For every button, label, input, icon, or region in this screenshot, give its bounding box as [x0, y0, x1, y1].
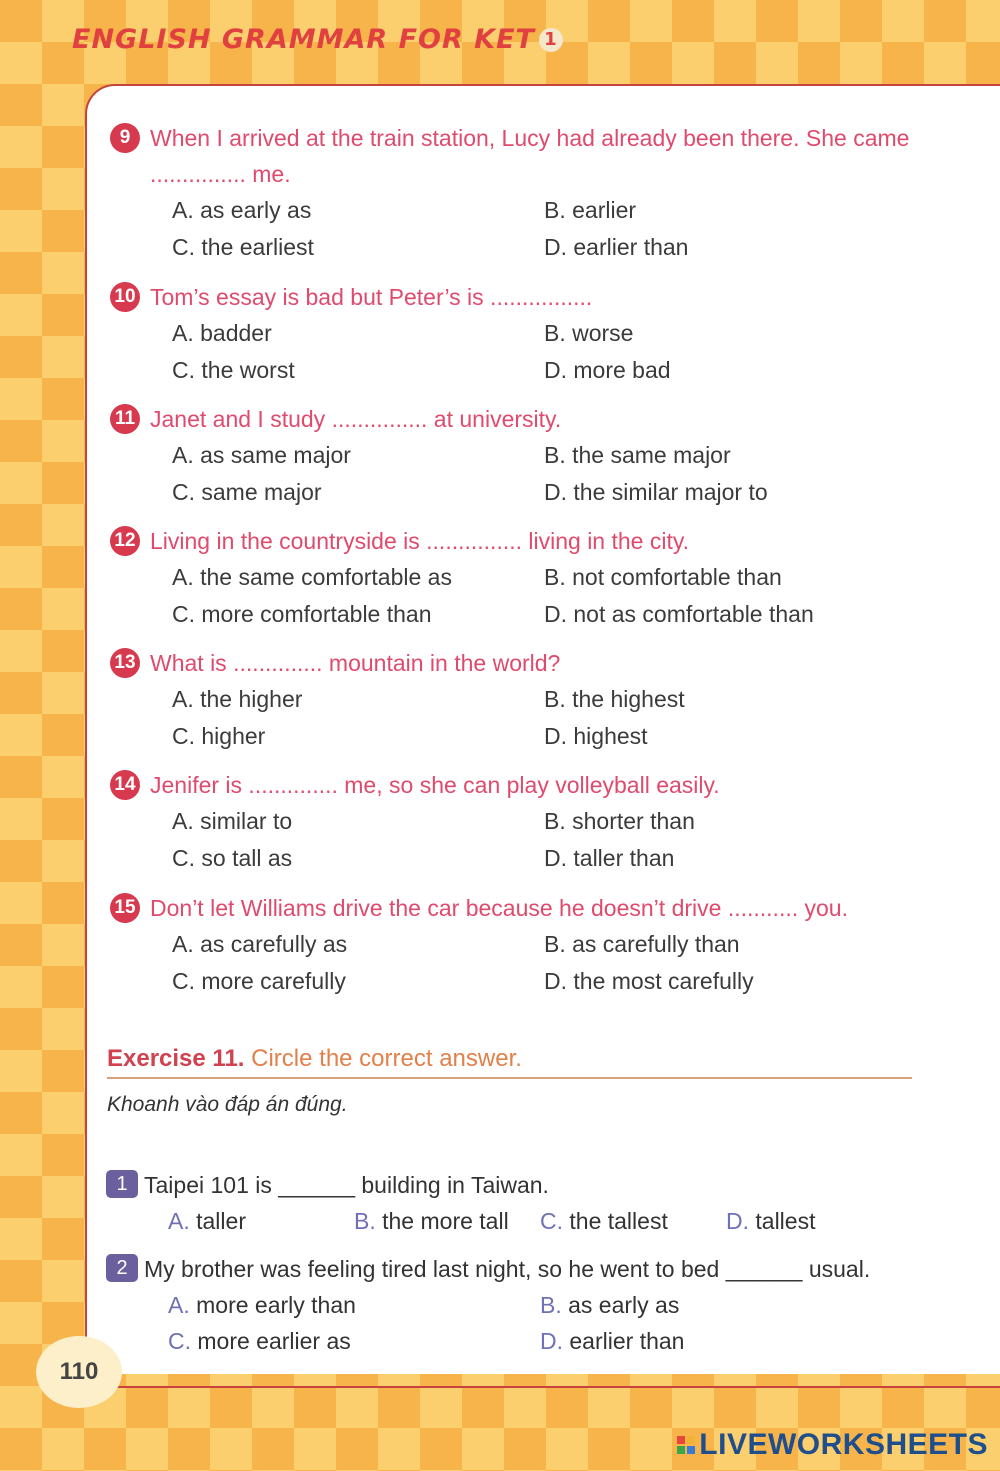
option-c[interactable]: C. more earlier as	[168, 1328, 351, 1354]
option-d[interactable]: D. not as comfortable than	[544, 601, 814, 627]
liveworksheets-icon	[677, 1436, 695, 1454]
volume-badge: 1	[539, 28, 563, 52]
page-number: 110	[36, 1336, 122, 1408]
exercise-subtitle: Khoanh vào đáp án đúng.	[107, 1093, 348, 1116]
option-d[interactable]: D. tallest	[726, 1208, 816, 1234]
option-d[interactable]: D. more bad	[544, 357, 671, 383]
option-b[interactable]: B. the highest	[544, 686, 685, 712]
option-d[interactable]: D. the similar major to	[544, 479, 768, 505]
option-a[interactable]: A. as carefully as	[172, 931, 348, 957]
option-a[interactable]: A. badder	[172, 320, 272, 346]
option-a[interactable]: A. taller	[168, 1208, 246, 1234]
question-text: What is .............. mountain in the world?	[150, 650, 561, 676]
exercise-question-1	[106, 1167, 986, 1239]
footer-divider	[110, 1386, 1000, 1388]
option-b[interactable]: B. the same major	[544, 442, 731, 468]
question-text: Janet and I study ............... at university.	[150, 406, 562, 432]
option-b[interactable]: B. worse	[544, 320, 634, 346]
question-number-badge: 13	[110, 648, 140, 678]
exercise-question-2	[106, 1251, 986, 1359]
question-number-badge: 9	[110, 123, 140, 153]
question-number-badge: 10	[110, 282, 140, 312]
option-d[interactable]: D. earlier than	[540, 1328, 685, 1354]
question-number-badge: 1	[106, 1170, 138, 1198]
exercise-title: Circle the correct answer.	[251, 1045, 522, 1072]
option-a[interactable]: A. as same major	[172, 442, 351, 468]
question-text: Taipei 101 is ______ building in Taiwan.	[144, 1172, 549, 1198]
question-number-badge: 2	[106, 1254, 138, 1282]
option-c[interactable]: C. the tallest	[540, 1208, 668, 1234]
option-d[interactable]: D. earlier than	[544, 234, 689, 260]
option-a[interactable]: A. the higher	[172, 686, 303, 712]
option-a[interactable]: A. the same comfortable as	[172, 564, 452, 590]
option-b[interactable]: B. shorter than	[544, 808, 695, 834]
option-a[interactable]: A. as early as	[172, 197, 312, 223]
option-c[interactable]: C. same major	[172, 479, 322, 505]
option-d[interactable]: D. highest	[544, 723, 648, 749]
question-number-badge: 15	[110, 893, 140, 923]
question-15	[110, 890, 970, 1000]
option-d[interactable]: D. the most carefully	[544, 968, 754, 994]
option-a[interactable]: A. similar to	[172, 808, 293, 834]
option-b[interactable]: B. earlier	[544, 197, 637, 223]
option-c[interactable]: C. so tall as	[172, 845, 293, 871]
question-13	[110, 645, 970, 755]
question-9	[110, 120, 970, 266]
option-c[interactable]: C. more carefully	[172, 968, 346, 994]
question-number-badge: 14	[110, 770, 140, 800]
exercise-label: Exercise 11.	[107, 1045, 245, 1072]
question-text: Tom’s essay is bad but Peter’s is ................	[150, 284, 593, 310]
option-c[interactable]: C. higher	[172, 723, 266, 749]
question-number-badge: 11	[110, 404, 140, 434]
question-text: Don’t let Williams drive the car because he doesn’t drive ........... you.	[150, 895, 848, 921]
brand-logo	[677, 1428, 988, 1462]
question-11	[110, 401, 970, 511]
option-a[interactable]: A. more early than	[168, 1292, 356, 1318]
option-c[interactable]: C. more comfortable than	[172, 601, 432, 627]
question-number-badge: 12	[110, 526, 140, 556]
option-b[interactable]: B. as early as	[540, 1292, 680, 1318]
option-b[interactable]: B. as carefully than	[544, 931, 740, 957]
book-title: ENGLISH GRAMMAR FOR KET 1	[72, 24, 563, 55]
option-b[interactable]: B. the more tall	[354, 1208, 509, 1234]
option-c[interactable]: C. the earliest	[172, 234, 314, 260]
question-text: Living in the countryside is ............... living in the city.	[150, 528, 690, 554]
question-text: My brother was feeling tired last night, so he went to bed ______ usual.	[144, 1256, 871, 1282]
option-b[interactable]: B. not comfortable than	[544, 564, 782, 590]
exercise-heading	[107, 1045, 912, 1079]
question-text: When I arrived at the train station, Lucy had already been there. She came ............... me.	[150, 125, 910, 187]
question-text: Jenifer is .............. me, so she can play volleyball easily.	[150, 772, 720, 798]
question-12	[110, 523, 970, 633]
option-d[interactable]: D. taller than	[544, 845, 675, 871]
brand-text: LIVEWORKSHEETS	[699, 1428, 988, 1461]
question-14	[110, 767, 970, 877]
question-10	[110, 279, 970, 389]
option-c[interactable]: C. the worst	[172, 357, 295, 383]
